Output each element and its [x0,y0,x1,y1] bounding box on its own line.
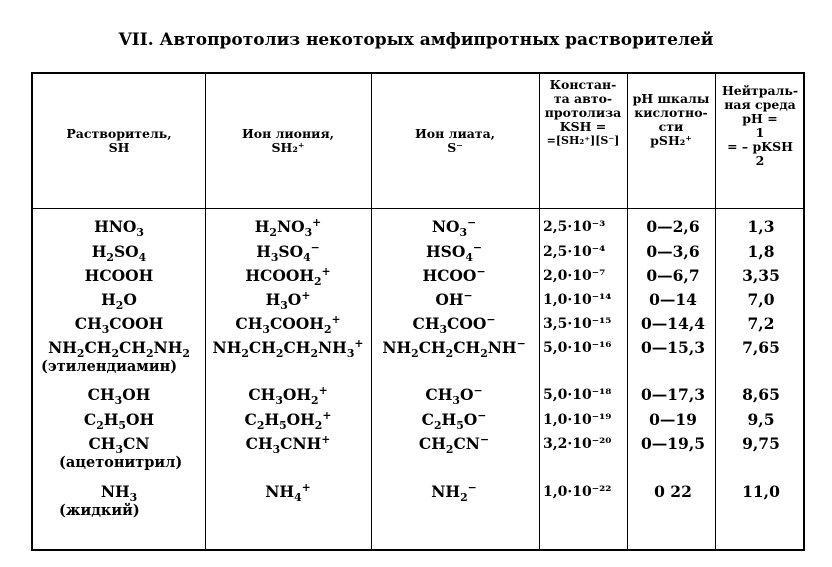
cell-lyate: $HSO_4^-$ [426,240,482,265]
cell-neutral: 11,0 [742,482,780,501]
cell-solvent: $NH_3$ [100,482,138,505]
cell-lyonium: $C_2H_5OH_2^+$ [244,408,332,433]
cell-solvent: $NH_2CH_2CH_2NH_2$ [48,338,190,361]
header-text: Ион лиата, [414,126,496,141]
cell-k: 2,0·10⁻⁷ [543,268,606,284]
cell-neutral: 7,0 [747,290,775,309]
header-text: Ион лиония, [241,126,335,141]
cell-k: 2,5·10⁻³ [543,219,606,235]
cell-lyate: $CH_2CN^-$ [418,432,490,457]
cell-k: 5,0·10⁻¹⁸ [543,387,612,403]
cell-solvent: $C_2H_5OH$ [83,410,155,433]
cell-range: 0—15,3 [640,338,706,357]
cell-k: 3,2·10⁻²⁰ [543,436,612,452]
cell-lyate: $NO_3^-$ [431,215,477,240]
cell-lyate: OH− [435,288,473,309]
header-text: Растворитель, [66,126,172,141]
header-text: pH = [742,111,778,126]
autoprotolysis-table [31,72,805,551]
header-text: ная среда [724,97,796,112]
cell-k: 1,0·10⁻²² [543,484,612,500]
header-constant [539,74,627,212]
cell-neutral: 9,75 [742,434,780,453]
cell-k: 5,0·10⁻¹⁶ [543,340,612,356]
cell-solvent: $CH_3OH$ [87,385,151,408]
cell-k: 3,5·10⁻¹⁵ [543,316,612,332]
cell-lyate: $NH_2^-$ [431,480,477,505]
header-text: S⁻ [447,140,463,155]
cell-range: 0—19 [649,410,697,429]
cell-neutral: 7,65 [742,338,780,357]
cell-lyonium: $CH_3CNH^+$ [245,432,331,457]
cell-lyonium: $H_2NO_3^+$ [254,215,322,240]
cell-range: 0—17,3 [640,385,706,404]
cell-solvent: $H_2SO_4$ [91,242,147,265]
cell-lyonium: $NH_4^+$ [265,480,311,505]
cell-lyate: HCOO− [422,264,486,285]
cell-lyate: $NH_2CH_2CH_2NH^-$ [382,336,526,361]
header-text: pSH₂⁺ [650,133,692,148]
cell-neutral: 1,8 [747,242,775,261]
header-text: сти [658,119,684,134]
cell-range: 0—14,4 [640,314,706,333]
cell-lyonium: $H_3O^+$ [265,288,311,313]
cell-lyonium: $HCOOH_2^+$ [245,264,331,289]
header-text: та авто- [553,91,613,106]
header-neutral [715,74,805,218]
cell-k: 1,0·10⁻¹⁴ [543,292,612,308]
cell-lyate: $CH_3COO^-$ [412,312,496,337]
solvent-note: (этилендиамин) [41,358,178,375]
header-text: SH₂⁺ [271,140,305,155]
cell-neutral: 7,2 [747,314,775,333]
cell-range: 0 22 [654,482,692,501]
header-text: =[SH₂⁺][S⁻] [546,134,620,147]
header-solvent [33,74,205,208]
header-text: Нейтраль- [721,83,799,98]
cell-k: 1,0·10⁻¹⁹ [543,412,612,428]
header-text: SH [108,140,130,155]
cell-lyonium: $NH_2CH_2CH_2NH_3^+$ [212,336,364,361]
cell-solvent: $CH_3COOH$ [74,314,164,337]
header-text: протолиза [544,105,622,120]
header-text: 1 [755,125,765,140]
cell-k: 2,5·10⁻⁴ [543,244,606,260]
cell-lyonium: $CH_3OH_2^+$ [248,383,328,408]
cell-neutral: 9,5 [747,410,775,429]
header-lyate [371,74,539,208]
cell-range: 0—19,5 [640,434,706,453]
cell-range: 0—6,7 [646,266,700,285]
cell-lyonium: $H_3SO_4^-$ [256,240,320,265]
header-text: KSH = [559,119,607,134]
header-text: Констан- [549,77,617,92]
header-text: pH шкалы [632,91,710,106]
cell-neutral: 3,35 [742,266,780,285]
cell-lyate: $C_2H_5O^-$ [421,408,487,433]
cell-lyate: $CH_3O^-$ [425,383,483,408]
header-ph-scale [627,74,715,226]
cell-solvent: $HNO_3$ [94,217,144,240]
solvent-note: (жидкий) [59,502,140,519]
header-text: = – pKSH [727,139,793,154]
cell-solvent: $CH_3CN$ [88,434,150,457]
solvent-note: (ацетонитрил) [59,454,183,471]
table-title: VII. Автопротолиз некоторых амфипротных растворителей [118,30,714,50]
header-text: кислотно- [634,105,708,120]
cell-range: 0—3,6 [646,242,700,261]
cell-solvent: HCOOH [84,266,154,285]
cell-range: 0—14 [649,290,697,309]
header-text: 2 [755,153,765,168]
cell-lyonium: $CH_3COOH_2^+$ [235,312,341,337]
cell-solvent: $H_2O$ [101,290,137,313]
header-lyonium [205,74,371,208]
cell-range: 0—2,6 [646,217,700,236]
cell-neutral: 1,3 [747,217,775,236]
cell-neutral: 8,65 [742,385,780,404]
